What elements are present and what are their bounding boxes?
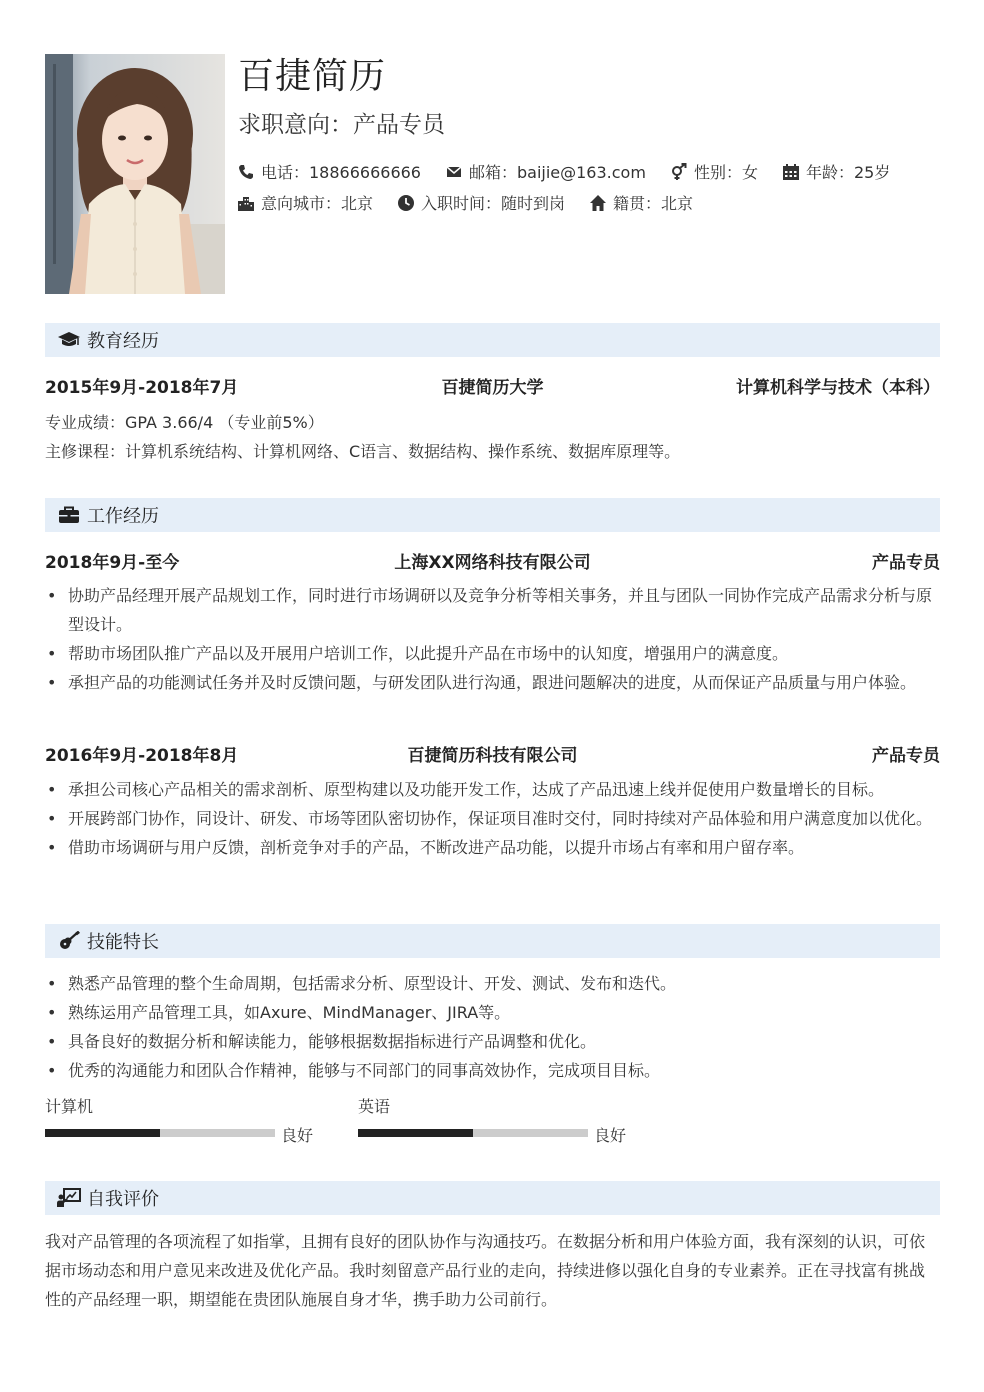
list-item: • 帮助市场团队推广产品以及开展用户培训工作，以此提升产品在市场中的认知度，增强用户的满意度。	[45, 639, 940, 668]
applicant-name: 百捷简历	[238, 56, 387, 97]
self-eval-text: 我对产品管理的各项流程了如指掌，且拥有良好的团队协作与沟通技巧。在数据分析和用户体验方面，我有深刻的认识，可依据市场动态和用户意见来改进及优化产品。我时刻留意产品行业的走向，持续进修以强化自身的专业素养。正在寻找富有挑战性的产品经理一职，期望能在贵团队施展自身才华，携手助力公司前行。	[45, 1232, 926, 1309]
phone-icon	[237, 163, 255, 181]
education-major: 计算机科学与技术（本科）	[736, 378, 940, 398]
hometown-info	[589, 191, 693, 214]
start-time-info	[397, 191, 565, 214]
education-gpa: 专业成绩：GPA 3.66/4 （专业前5%）	[45, 413, 324, 432]
contact-info-row-2	[237, 191, 717, 214]
city-info	[237, 191, 373, 214]
age-text: 年龄：25岁	[805, 163, 891, 182]
education-courses: 主修课程：计算机系统结构、计算机网络、C语言、数据结构、操作系统、数据库原理等。	[45, 442, 681, 461]
gender-text: 性别：女	[693, 163, 758, 182]
skills-section-header	[45, 924, 940, 958]
graduation-cap-icon	[57, 330, 81, 350]
job-2-period: 2016年9月-2018年8月	[45, 746, 239, 766]
skill-english-level: 良好	[594, 1126, 627, 1145]
list-item: • 熟悉产品管理的整个生命周期，包括需求分析、原型设计、开发、测试、发布和迭代。	[45, 969, 940, 998]
skill-computer-level: 良好	[281, 1126, 314, 1145]
phone-info	[237, 160, 421, 183]
contact-info-row-1	[237, 160, 914, 183]
list-item: • 承担产品的功能测试任务并及时反馈问题，与研发团队进行沟通，跟进问题解决的进度，从而保证产品质量与用户体验。	[45, 668, 940, 697]
age-info	[782, 160, 890, 183]
start-time-text: 入职时间：随时到岗	[421, 194, 566, 213]
education-section-header	[45, 323, 940, 357]
education-title: 教育经历	[87, 331, 159, 352]
briefcase-icon	[57, 505, 81, 525]
home-icon	[589, 194, 607, 212]
hometown-text: 籍贯：北京	[613, 194, 694, 213]
clock-icon	[397, 194, 415, 212]
list-item: • 熟练运用产品管理工具，如Axure、MindManager、JIRA等。	[45, 998, 940, 1027]
education-period: 2015年9月-2018年7月	[45, 378, 239, 398]
skills-title: 技能特长	[87, 932, 159, 953]
profile-photo	[45, 54, 225, 294]
gender-info	[670, 160, 758, 183]
skills-list	[45, 969, 940, 1085]
list-item: • 优秀的沟通能力和团队合作精神，能够与不同部门的同事高效协作，完成项目目标。	[45, 1056, 940, 1085]
job-1-duties	[45, 581, 940, 697]
list-item: • 开展跨部门协作，同设计、研发、市场等团队密切协作，保证项目准时交付，同时持续对产品体验和用户满意度加以优化。	[45, 804, 940, 833]
building-icon	[237, 194, 255, 212]
education-school: 百捷简历大学	[441, 378, 544, 398]
skill-english-label: 英语	[358, 1097, 391, 1116]
skill-english-bar-fill	[358, 1129, 473, 1137]
list-item: • 承担公司核心产品相关的需求剖析、原型构建以及功能开发工作，达成了产品迅速上线并促使用户数量增长的目标。	[45, 775, 940, 804]
job-1-role: 产品专员	[872, 553, 940, 573]
education-entry-header	[45, 373, 940, 397]
phone-text: 电话：18866666666	[261, 163, 421, 182]
email-text: 邮箱：baijie@163.com	[468, 163, 646, 182]
calendar-icon	[782, 163, 800, 181]
job-1-company: 上海XX网络科技有限公司	[394, 553, 591, 573]
gender-icon	[670, 163, 688, 181]
list-item: • 具备良好的数据分析和解读能力，能够根据数据指标进行产品调整和优化。	[45, 1027, 940, 1056]
skill-computer-bar	[45, 1129, 275, 1137]
job-2-duties	[45, 775, 940, 862]
job-intention: 求职意向：产品专员	[238, 112, 445, 138]
list-item: • 借助市场调研与用户反馈，剖析竞争对手的产品，不断改进产品功能，以提升市场占有率和用户留存率。	[45, 833, 940, 862]
job-2-company: 百捷简历科技有限公司	[407, 746, 578, 766]
work-title: 工作经历	[87, 506, 159, 527]
skill-computer-bar-fill	[45, 1129, 160, 1137]
skill-english-bar	[358, 1129, 588, 1137]
mail-icon	[445, 163, 463, 181]
self-eval-section-header	[45, 1181, 940, 1215]
email-info	[445, 160, 646, 183]
guitar-icon	[57, 931, 81, 951]
presentation-icon	[57, 1188, 81, 1208]
job-2-header	[45, 741, 940, 765]
job-1-header	[45, 548, 940, 572]
list-item: • 协助产品经理开展产品规划工作，同时进行市场调研以及竞争分析等相关事务，并且与团队一同协作完成产品需求分析与原型设计。	[45, 581, 940, 639]
job-2-role: 产品专员	[872, 746, 940, 766]
self-eval-title: 自我评价	[87, 1189, 159, 1210]
city-text: 意向城市：北京	[261, 194, 374, 213]
work-section-header	[45, 498, 940, 532]
job-1-period: 2018年9月-至今	[45, 553, 180, 573]
skill-computer-label: 计算机	[45, 1097, 94, 1116]
